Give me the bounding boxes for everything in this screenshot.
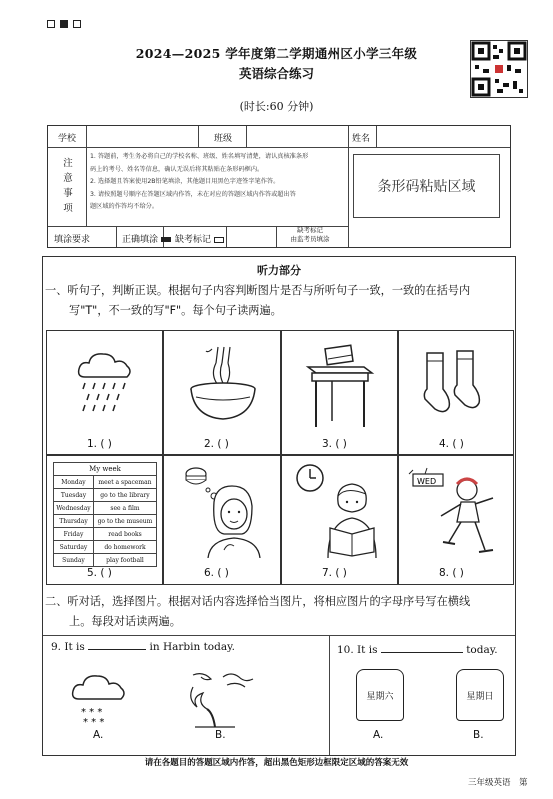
item-2-answer[interactable]: 2. ( ) <box>204 438 229 450</box>
corner-box-filled <box>60 20 68 28</box>
part2-instruction: 二、听对话，选择图片。根据对话内容选择恰当图片，将相应图片的字母序号写在横线 上。每段对话读两遍。 <box>45 595 471 628</box>
svg-text:* * *: * * * <box>83 717 105 728</box>
q10-answer-blank[interactable] <box>381 652 463 653</box>
exam-subtitle: 英语综合练习 <box>238 66 314 81</box>
q10-option-b[interactable]: B. <box>473 729 484 741</box>
snow-cloud-icon <box>69 669 129 729</box>
footer-page-label: 三年级英语 第 <box>468 778 528 788</box>
item-6-answer[interactable]: 6. ( ) <box>204 567 229 579</box>
question-10: 10. It is today. <box>337 644 498 656</box>
school-label: 学校 <box>58 134 77 144</box>
q9-option-b[interactable]: B. <box>215 729 226 741</box>
exam-duration: (时长:60 分钟) <box>239 100 314 113</box>
picture-4-socks <box>398 330 514 455</box>
item-8-answer[interactable]: 8. ( ) <box>439 567 464 579</box>
rain-cloud-icon <box>75 349 135 419</box>
missing-note: 缺考标记 由监考员填涂 <box>290 226 330 243</box>
calendar-sunday-icon: 星期日 <box>456 669 504 721</box>
noodle-bowl-icon <box>188 345 258 425</box>
qr-code-icon <box>470 40 528 98</box>
calendar-saturday-icon: 星期六 <box>356 669 404 721</box>
item-5-answer[interactable]: 5. ( ) <box>87 567 112 579</box>
book-table-icon <box>304 341 376 429</box>
class-label: 班级 <box>214 134 233 144</box>
corner-box <box>47 20 55 28</box>
part1-instruction: 一、听句子，判断正误。根据句子内容判断图片是否与所听句子一致，一致的在括号内 写"T"，不一致的写"F"。每个句子读两遍。 <box>45 284 471 317</box>
boy-reading-clock-icon <box>294 462 390 558</box>
socks-icon <box>421 349 491 419</box>
picture-8-skating <box>398 455 514 585</box>
answer-area <box>42 256 516 756</box>
svg-text:* * *: * * * <box>81 707 103 718</box>
my-week-table: My week Monday meet a spaceman Tuesday go to the library Wednesday see a film Thursday go to the museum Friday read books Saturday do homework Sunday play football <box>53 462 157 567</box>
question-9: 9. It is in Harbin today. <box>51 641 235 653</box>
picture-2-noodles <box>163 330 281 455</box>
item-3-answer[interactable]: 3. ( ) <box>322 438 347 450</box>
windy-tree-icon <box>183 669 263 729</box>
student-info-box <box>47 125 511 248</box>
barcode-area: 条形码粘贴区域 <box>353 154 500 218</box>
notice-label: 注 意 事 项 <box>63 158 73 214</box>
girl-hamburger-icon <box>178 462 270 558</box>
girl-skating-icon <box>405 462 509 566</box>
listening-section-title: 听力部分 <box>257 264 301 277</box>
q9-answer-blank[interactable] <box>88 649 146 650</box>
picture-6-girl-thinking <box>163 455 281 585</box>
item-4-answer[interactable]: 4. ( ) <box>439 438 464 450</box>
name-label: 姓名 <box>352 134 371 144</box>
exam-notes: 1. 答题前，考生务必将自己的学校名称、班级、姓名填写清楚，请认真核准条形 码上的考号、姓名等信息，确认无误后将其粘贴在条形码框内。 2. 选择题且答案使用2B铅笔填涂，其他题目用黑色字迹签字笔作答。 3. 请按照题号顺序在答题区域内作答，未在对应的答题区域内作答或超出答 题区域的作答均不给分。 <box>90 153 309 210</box>
corner-box <box>73 20 81 28</box>
picture-5-my-week <box>46 455 163 585</box>
fill-requirement-label: 填涂要求 <box>54 235 91 245</box>
picture-3-book-on-table <box>281 330 398 455</box>
fill-correct-label: 正确填涂 <box>122 232 171 245</box>
picture-1-rain <box>46 330 163 455</box>
picture-7-boy-reading <box>281 455 398 585</box>
svg-text:WED: WED <box>417 477 437 486</box>
footer-warning: 请在各题目的答题区域内作答，超出黑色矩形边框限定区域的答案无效 <box>144 758 409 768</box>
item-1-answer[interactable]: 1. ( ) <box>87 438 112 450</box>
item-7-answer[interactable]: 7. ( ) <box>322 567 347 579</box>
exam-title: 2024—2025 学年度第二学期通州区小学三年级 <box>135 46 418 61</box>
q9-option-a[interactable]: A. <box>93 729 104 741</box>
q10-option-a[interactable]: A. <box>373 729 384 741</box>
missing-mark-label: 缺考标记 <box>175 232 224 245</box>
